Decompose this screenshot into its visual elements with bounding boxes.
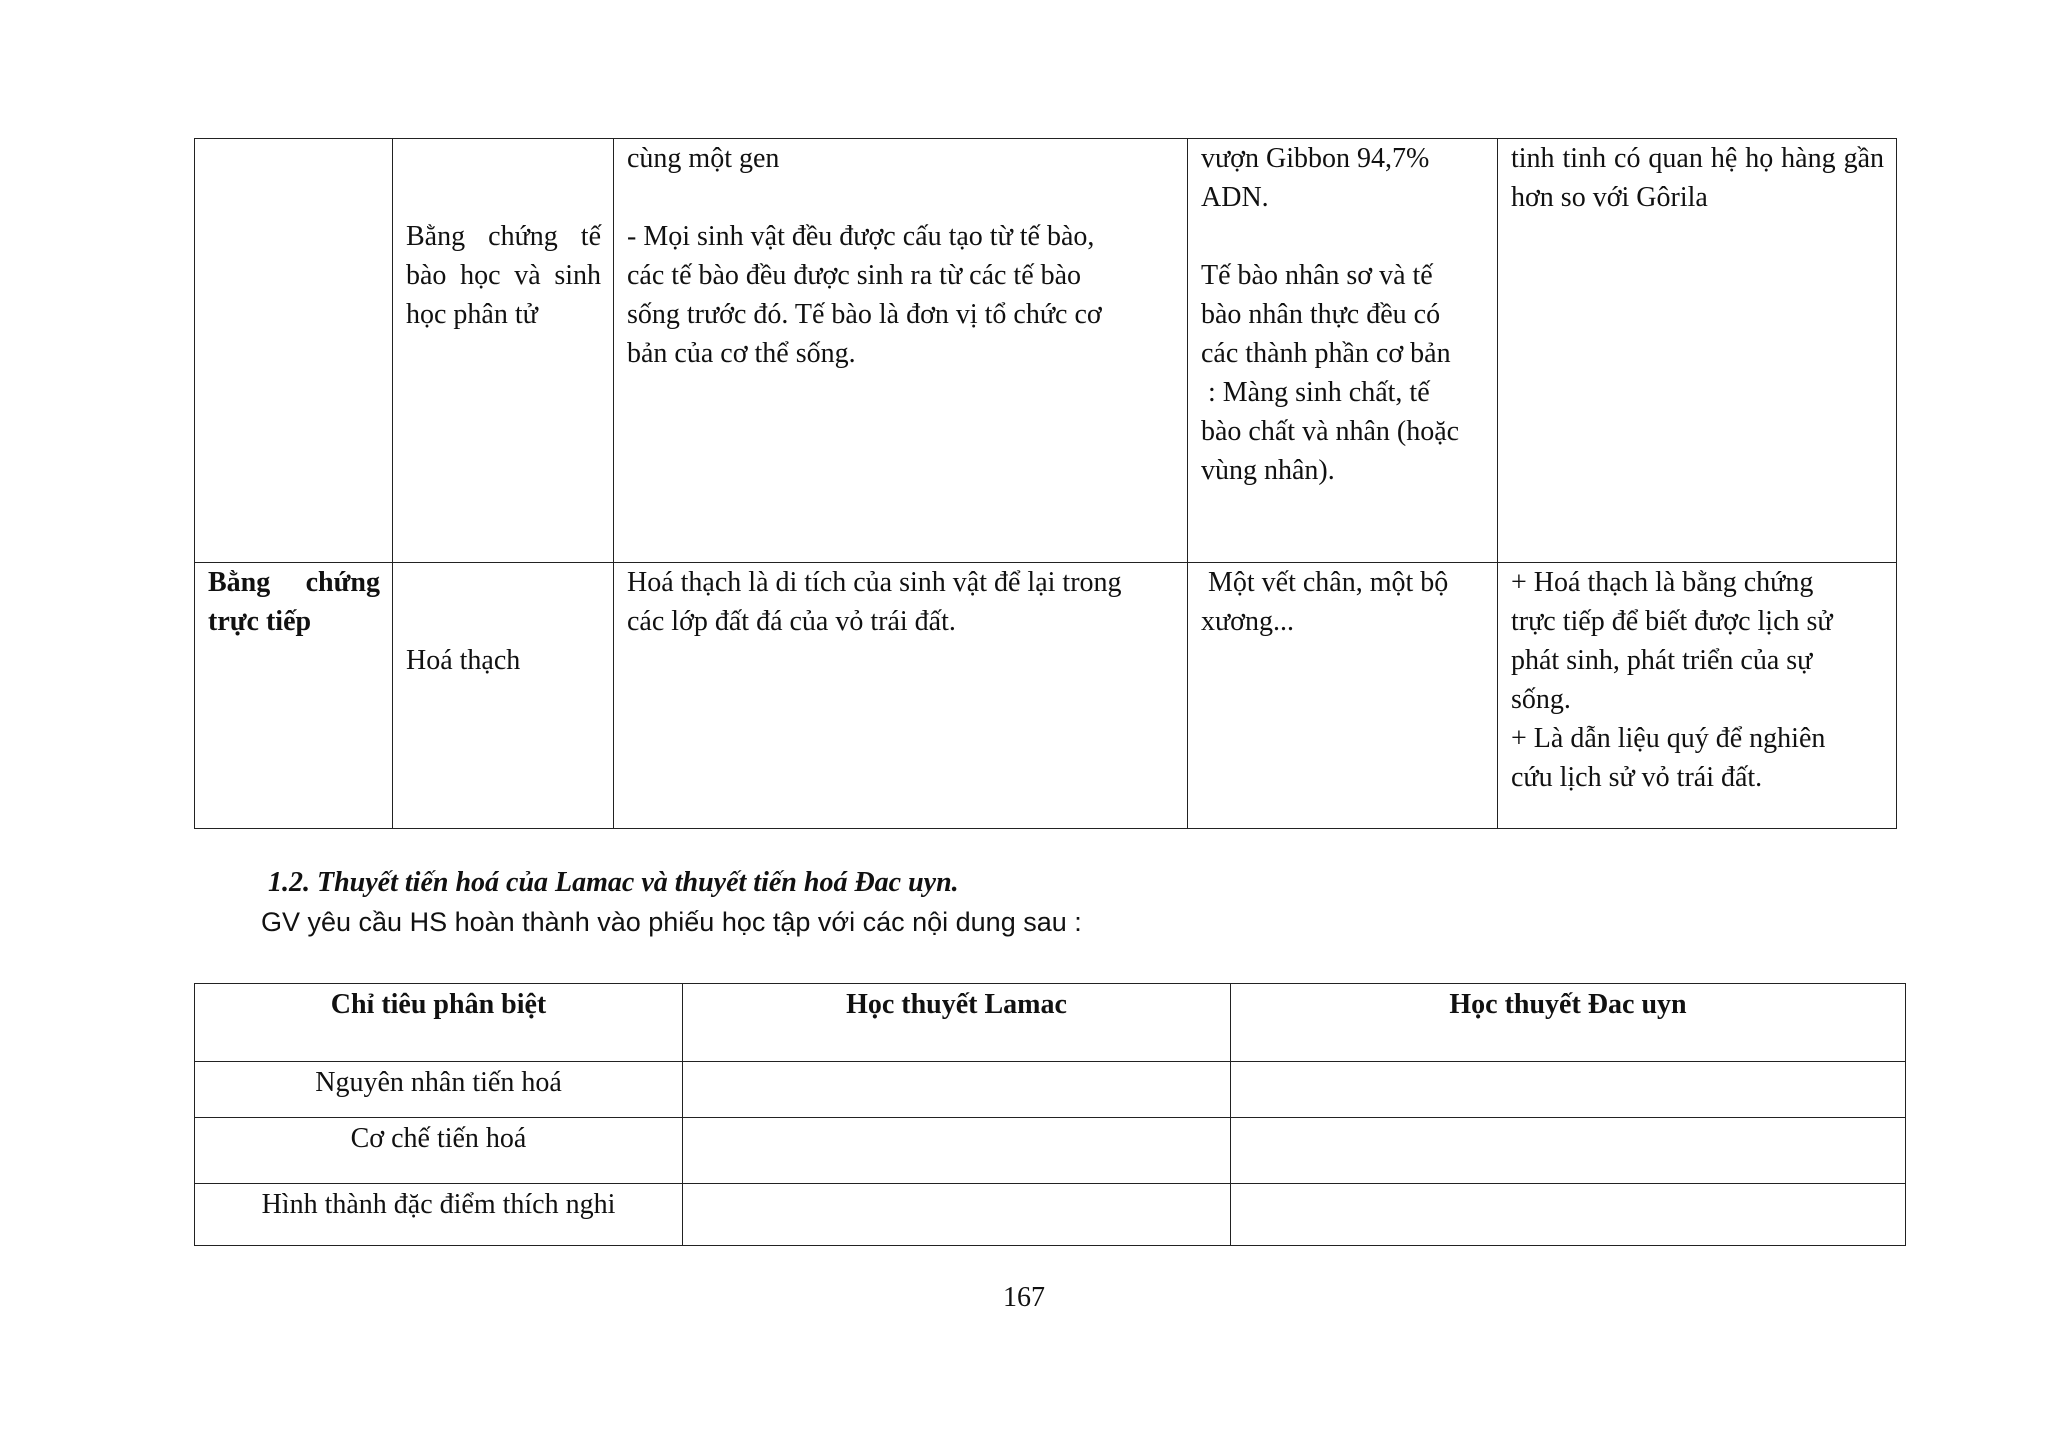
content-line: - Mọi sinh vật đều được cấu tạo từ tế bào, [627, 221, 1095, 252]
meaning-line: trực tiếp để biết được lịch sử [1511, 606, 1833, 637]
evidence-type-text: Bằng chứng tế bào học và sinh học phân tử [406, 221, 601, 330]
criterion-cell: Nguyên nhân tiến hoá [195, 1062, 683, 1118]
example-line: ADN. [1201, 182, 1269, 213]
darwin-cell[interactable] [1231, 1118, 1906, 1184]
content-cell [614, 139, 1188, 563]
evidence-type-cell [393, 139, 614, 563]
category-cell [195, 139, 393, 563]
content-line: sống trước đó. Tế bào là đơn vị tổ chức cơ [627, 299, 1102, 330]
comparison-table [194, 983, 1906, 1246]
table-header-row [195, 984, 1906, 1062]
darwin-cell[interactable] [1231, 1062, 1906, 1118]
example-line: bào nhân thực đều có [1201, 299, 1441, 330]
meaning-line: sống. [1511, 684, 1571, 715]
category-text: Bằng chứng trực tiếp [208, 567, 380, 637]
example-line: Tế bào nhân sơ và tế [1201, 260, 1433, 291]
meaning-cell [1498, 563, 1897, 829]
content-line: cùng một gen [627, 143, 780, 174]
meaning-line: cứu lịch sử vỏ trái đất. [1511, 762, 1763, 793]
lamac-cell[interactable] [683, 1062, 1231, 1118]
meaning-line: + Hoá thạch là bằng chứng [1511, 567, 1814, 598]
content-cell [614, 563, 1188, 829]
content-line: bản của cơ thể sống. [627, 338, 856, 369]
meaning-cell [1498, 139, 1897, 563]
darwin-cell[interactable] [1231, 1184, 1906, 1246]
content-line: các tế bào đều được sinh ra từ các tế bào [627, 260, 1082, 291]
example-cell [1188, 139, 1498, 563]
evidence-type-cell [393, 563, 614, 829]
criterion-cell: Cơ chế tiến hoá [195, 1118, 683, 1184]
evidence-table [194, 138, 1897, 829]
category-cell [195, 563, 393, 829]
example-cell [1188, 563, 1498, 829]
example-line: vượn Gibbon 94,7% [1201, 143, 1430, 174]
example-line: vùng nhân). [1201, 455, 1335, 486]
lamac-cell[interactable] [683, 1184, 1231, 1246]
column-header: Học thuyết Đac uyn [1231, 984, 1906, 1062]
table-row [195, 1118, 1906, 1184]
example-line: các thành phần cơ bản [1201, 338, 1451, 369]
example-line: bào chất và nhân (hoặc [1201, 416, 1460, 447]
page-number: 167 [1003, 1282, 1045, 1313]
content-line: các lớp đất đá của vỏ trái đất. [627, 606, 956, 637]
example-line: : Màng sinh chất, tế [1201, 377, 1430, 408]
column-header: Học thuyết Lamac [683, 984, 1231, 1062]
table-row [195, 1062, 1906, 1118]
section-paragraph: GV yêu cầu HS hoàn thành vào phiếu học tập với các nội dung sau : [261, 907, 1082, 937]
example-line: xương... [1201, 606, 1294, 637]
table-row [195, 1184, 1906, 1246]
table-row [195, 139, 1897, 563]
meaning-line: phát sinh, phát triển của sự [1511, 645, 1813, 676]
column-header: Chỉ tiêu phân biệt [195, 984, 683, 1062]
content-line: Hoá thạch là di tích của sinh vật để lại trong [627, 567, 1122, 598]
evidence-type-text: Hoá thạch [406, 645, 521, 676]
example-line: Một vết chân, một bộ [1201, 567, 1449, 598]
meaning-text: tinh tinh có quan hệ họ hàng gần hơn so với Gôrila [1511, 143, 1884, 213]
table-row [195, 563, 1897, 829]
criterion-cell: Hình thành đặc điểm thích nghi [195, 1184, 683, 1246]
lamac-cell[interactable] [683, 1118, 1231, 1184]
section-heading: 1.2. Thuyết tiến hoá của Lamac và thuyết tiến hoá Đac uyn. [268, 867, 959, 898]
meaning-line: + Là dẫn liệu quý để nghiên [1511, 723, 1826, 754]
